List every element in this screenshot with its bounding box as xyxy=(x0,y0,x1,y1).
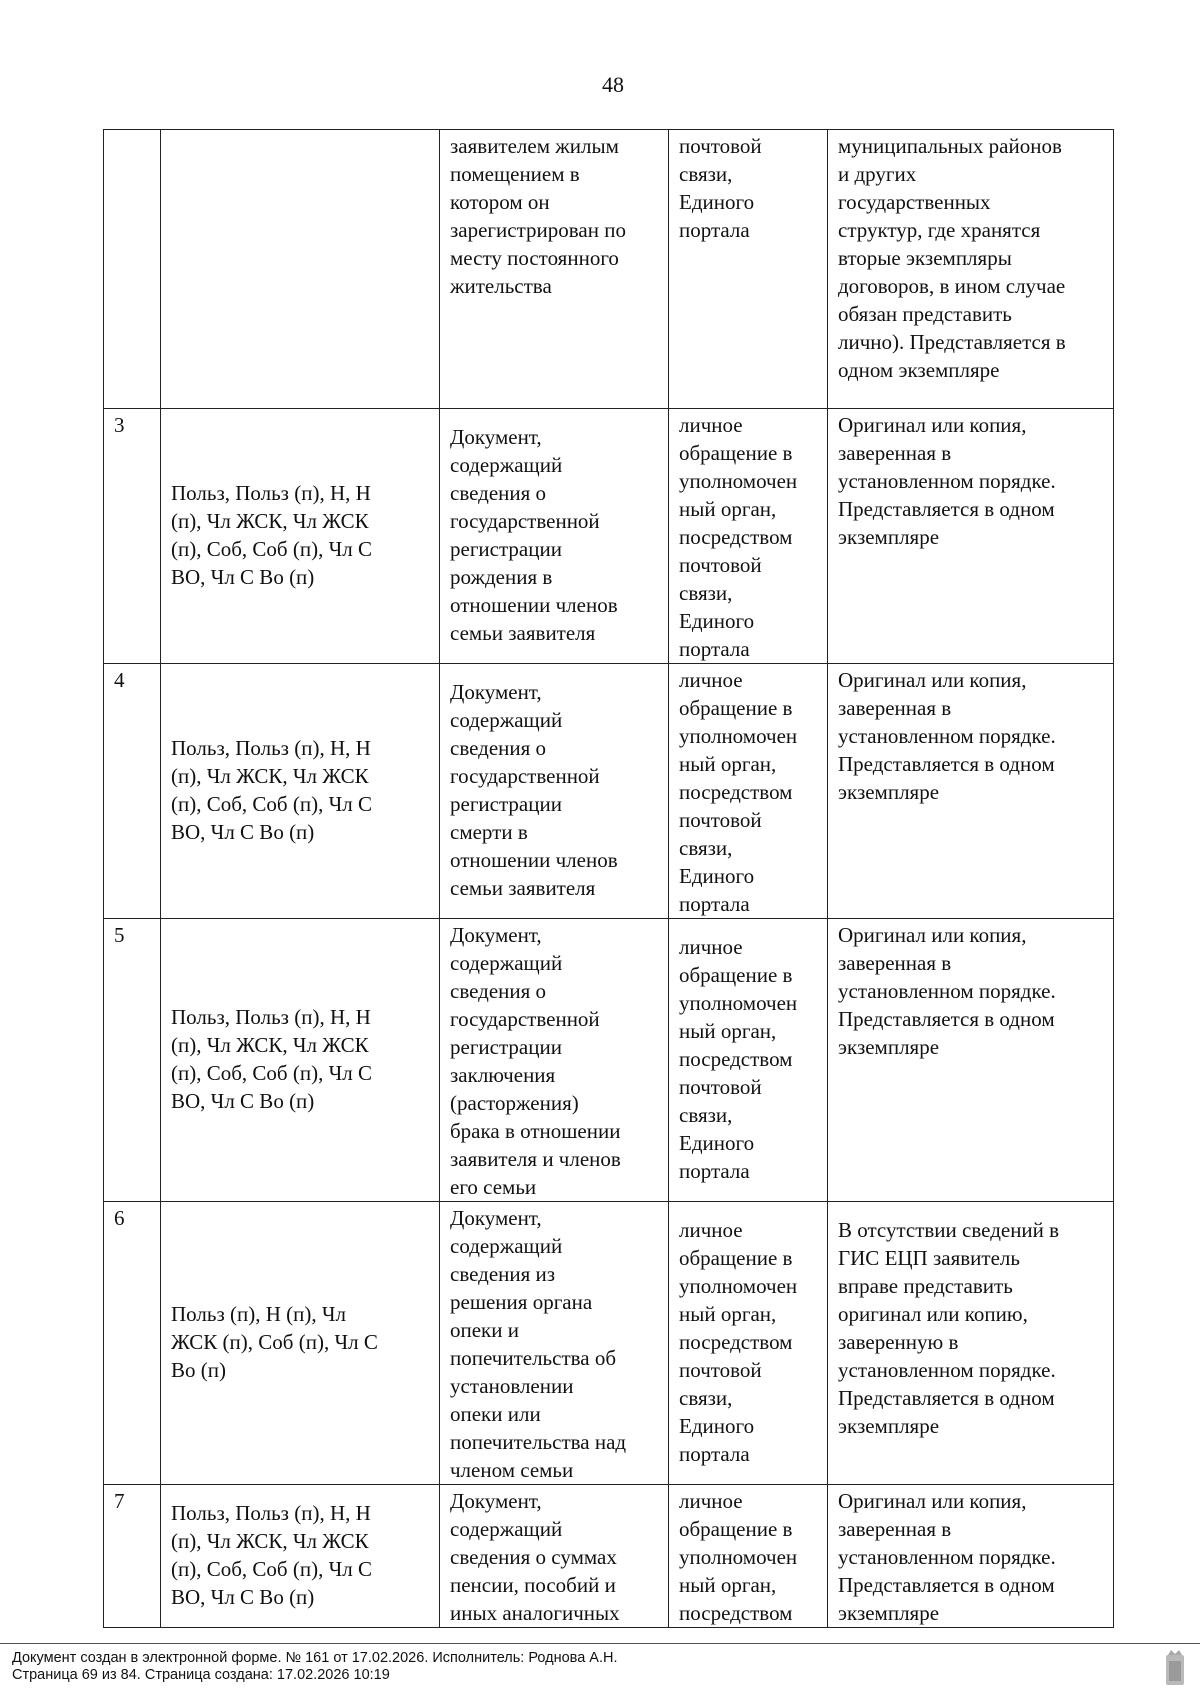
row-number-cell xyxy=(104,664,161,919)
method-cell xyxy=(669,664,828,919)
requirements-table xyxy=(103,129,1114,1628)
document-cell xyxy=(440,664,669,919)
document-cell xyxy=(440,1202,669,1485)
notes-text: Оригинал или копия, заверенная в установленном порядке. Представляется в одном экземпляре xyxy=(838,1489,1056,1625)
page-number: 48 xyxy=(602,72,624,97)
document-text: заявителем жилым помещением в котором он зарегистрирован по месту постоянного жительства xyxy=(450,134,626,298)
row-number: 7 xyxy=(114,1489,125,1513)
table-row xyxy=(104,1202,1114,1485)
document-cell xyxy=(440,409,669,664)
method-cell xyxy=(669,409,828,664)
categories-cell xyxy=(161,919,440,1202)
footer-line-2: Страница 69 из 84. Страница создана: 17.02.2026 10:19 xyxy=(12,1667,390,1683)
categories-cell xyxy=(161,1485,440,1628)
categories-cell xyxy=(161,664,440,919)
document-cell xyxy=(440,919,669,1202)
categories-text: Польз (п), Н (п), Чл ЖСК (п), Соб (п), Чл С Во (п) xyxy=(171,1302,378,1382)
table-row xyxy=(104,409,1114,664)
row-number: 4 xyxy=(114,668,125,692)
notes-cell xyxy=(828,130,1114,409)
notes-text: Оригинал или копия, заверенная в установленном порядке. Представляется в одном экземпляре xyxy=(838,413,1056,549)
row-number: 6 xyxy=(114,1206,125,1230)
method-text: личное обращение в уполномочен ный орган, посредством почтовой связи, Единого портала xyxy=(679,1218,798,1466)
row-number-cell xyxy=(104,1485,161,1628)
row-number-cell xyxy=(104,919,161,1202)
notes-text: В отсутствии сведений в ГИС ЕЦП заявитель вправе представить оригинал или копию, заверенную в установленном порядке. Представляется в одном экземпляре xyxy=(838,1218,1060,1438)
document-text: Документ, содержащий сведения из решения органа опеки и попечительства об установлении опеки или попечительства над членом семьи xyxy=(450,1206,627,1482)
categories-cell xyxy=(161,130,440,409)
row-number-cell xyxy=(104,1202,161,1485)
method-text: почтовой связи, Единого портала xyxy=(679,134,762,242)
table-row xyxy=(104,130,1114,409)
method-cell xyxy=(669,1485,828,1628)
document-text: Документ, содержащий сведения о государственной регистрации заключения (расторжения) брака в отношении заявителя и членов его семьи xyxy=(450,923,621,1199)
method-cell xyxy=(669,130,828,409)
method-cell xyxy=(669,919,828,1202)
categories-text xyxy=(161,130,439,214)
method-cell xyxy=(669,1202,828,1485)
row-number-cell xyxy=(104,130,161,409)
notes-text: Оригинал или копия, заверенная в установленном порядке. Представляется в одном экземпляре xyxy=(838,923,1056,1059)
notes-cell xyxy=(828,664,1114,919)
notes-text: муниципальных районов и других государственных структур, где хранятся вторые экземпляры договоров, в ином случае обязан представить лично). Представляется в одном экземпляре xyxy=(838,134,1066,382)
categories-cell xyxy=(161,1202,440,1485)
notes-cell xyxy=(828,1202,1114,1485)
categories-text: Польз, Польз (п), Н, Н (п), Чл ЖСК, Чл ЖСК (п), Соб, Соб (п), Чл С ВО, Чл С Во (п) xyxy=(171,1005,372,1113)
document-text: Документ, содержащий сведения о государственной регистрации смерти в отношении членов семьи заявителя xyxy=(450,680,618,900)
method-text: личное обращение в уполномочен ный орган, посредством почтовой связи, Единого портала xyxy=(679,935,798,1183)
notes-cell xyxy=(828,409,1114,664)
table-row xyxy=(104,919,1114,1202)
row-number-cell xyxy=(104,409,161,664)
categories-text: Польз, Польз (п), Н, Н (п), Чл ЖСК, Чл ЖСК (п), Соб, Соб (п), Чл С ВО, Чл С Во (п) xyxy=(171,736,372,844)
categories-cell xyxy=(161,409,440,664)
table-row xyxy=(104,664,1114,919)
footer-line-1: Документ создан в электронной форме. № 161 от 17.02.2026. Исполнитель: Роднова А.Н. xyxy=(12,1650,618,1666)
footer-divider xyxy=(0,1643,1200,1644)
row-number: 3 xyxy=(114,413,125,437)
row-number xyxy=(104,130,160,132)
document-footer xyxy=(12,1650,618,1684)
coat-of-arms-icon xyxy=(1162,1649,1188,1687)
table-row xyxy=(104,1485,1114,1628)
method-text: личное обращение в уполномочен ный орган, посредством xyxy=(679,1489,798,1625)
method-text: личное обращение в уполномочен ный орган, посредством почтовой связи, Единого портала xyxy=(679,413,798,661)
notes-cell xyxy=(828,1485,1114,1628)
method-text: личное обращение в уполномочен ный орган, посредством почтовой связи, Единого портала xyxy=(679,668,798,916)
document-text: Документ, содержащий сведения о суммах пенсии, пособий и иных аналогичных xyxy=(450,1489,620,1625)
notes-text: Оригинал или копия, заверенная в установленном порядке. Представляется в одном экземпляре xyxy=(838,668,1056,804)
row-number: 5 xyxy=(114,923,125,947)
notes-cell xyxy=(828,919,1114,1202)
document-cell xyxy=(440,1485,669,1628)
categories-text: Польз, Польз (п), Н, Н (п), Чл ЖСК, Чл ЖСК (п), Соб, Соб (п), Чл С ВО, Чл С Во (п) xyxy=(171,481,372,589)
document-cell xyxy=(440,130,669,409)
categories-text: Польз, Польз (п), Н, Н (п), Чл ЖСК, Чл ЖСК (п), Соб, Соб (п), Чл С ВО, Чл С Во (п) xyxy=(171,1501,372,1609)
document-text: Документ, содержащий сведения о государственной регистрации рождения в отношении членов семьи заявителя xyxy=(450,425,618,645)
